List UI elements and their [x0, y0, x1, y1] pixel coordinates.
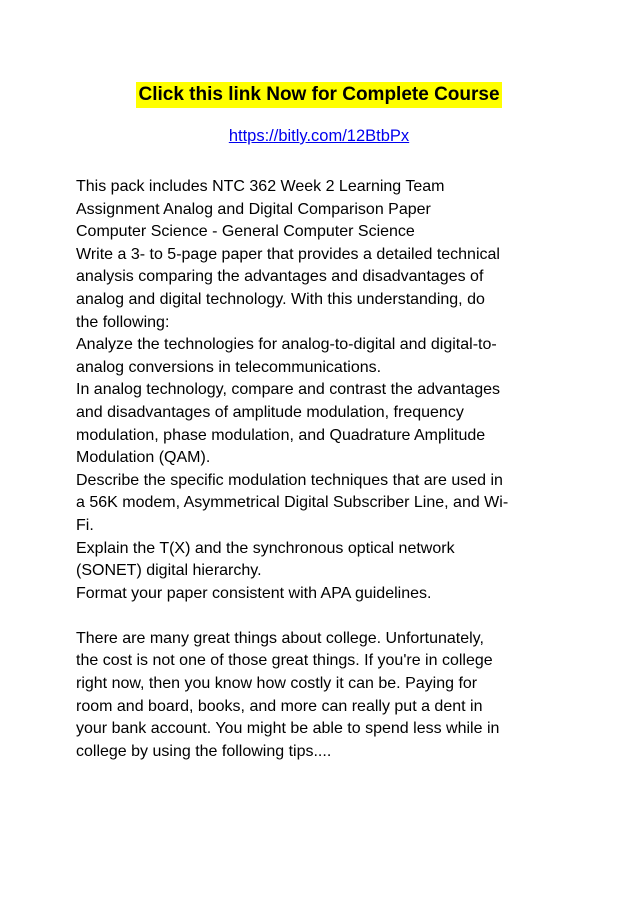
body-line: Analyze the technologies for analog-to-digital and digital-to- — [76, 336, 497, 354]
body-line: Modulation (QAM). — [76, 449, 211, 467]
body-line: the following: — [76, 313, 170, 331]
body-line: Write a 3- to 5-page paper that provides a detailed technical — [76, 245, 500, 263]
body-line: Fi. — [76, 516, 94, 534]
body-line: Explain the T(X) and the synchronous optical network — [76, 539, 455, 557]
body-line: modulation, phase modulation, and Quadrature Amplitude — [76, 426, 486, 444]
link-container — [0, 125, 638, 147]
body-line: (SONET) digital hierarchy. — [76, 562, 262, 580]
headline-container — [0, 82, 638, 108]
body-line: Computer Science - General Computer Science — [76, 223, 415, 241]
body-line: Assignment Analog and Digital Comparison Paper — [76, 200, 431, 218]
body-line: There are many great things about college. Unfortunately, — [76, 629, 484, 647]
body-line: Format your paper consistent with APA guidelines. — [76, 584, 432, 602]
body-text — [76, 176, 576, 763]
headline-highlighted: Click this link Now for Complete Course — [136, 82, 501, 108]
body-line: your bank account. You might be able to spend less while in — [76, 720, 500, 738]
course-link[interactable]: https://bitly.com/12BtbPx — [228, 127, 410, 145]
body-line: the cost is not one of those great things. If you're in college — [76, 652, 493, 670]
body-line: room and board, books, and more can really put a dent in — [76, 697, 483, 715]
body-line: analog conversions in telecommunications. — [76, 358, 382, 376]
body-line: and disadvantages of amplitude modulation, frequency — [76, 403, 464, 421]
body-line: In analog technology, compare and contrast the advantages — [76, 381, 500, 399]
body-line: right now, then you know how costly it can be. Paying for — [76, 675, 478, 693]
body-line: analysis comparing the advantages and disadvantages of — [76, 268, 484, 286]
body-line: This pack includes NTC 362 Week 2 Learning Team — [76, 178, 445, 195]
body-line: Describe the specific modulation techniques that are used in — [76, 471, 503, 489]
body-line: analog and digital technology. With this understanding, do — [76, 290, 485, 308]
body-line: college by using the following tips.... — [76, 742, 332, 760]
body-line: a 56K modem, Asymmetrical Digital Subscriber Line, and Wi- — [76, 494, 509, 512]
paragraph-gap — [76, 605, 576, 628]
